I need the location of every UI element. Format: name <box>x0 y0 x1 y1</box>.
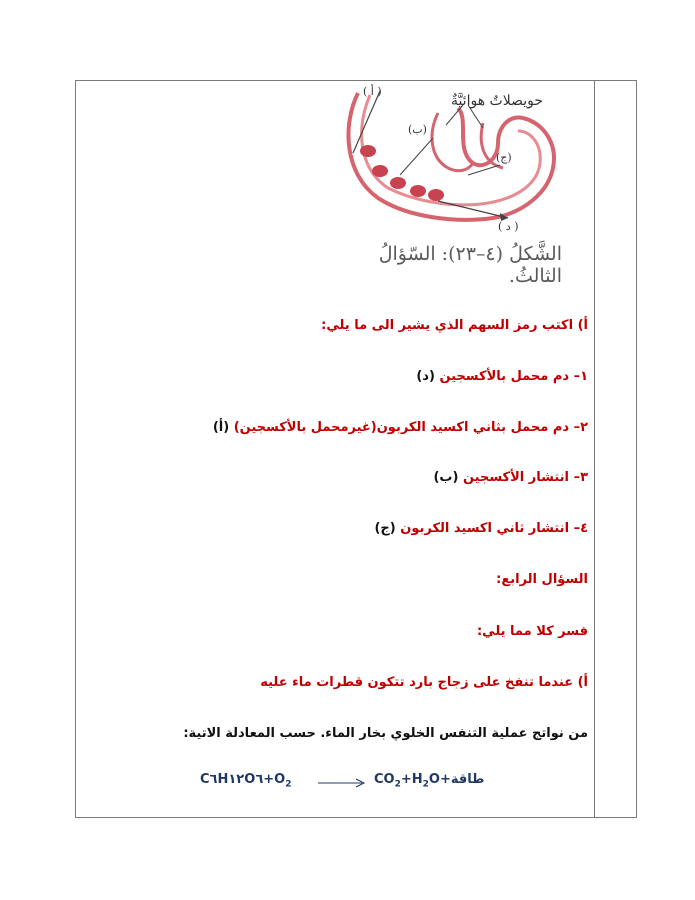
figure-label-d: ( د ) <box>498 220 519 233</box>
item-answer: (أ) <box>212 420 230 435</box>
item-text: دم محمل بالأكسجين <box>439 369 570 384</box>
capillary-inner <box>362 95 541 205</box>
item-answer: (ج) <box>374 521 396 536</box>
arrow-b <box>400 138 433 175</box>
item-answer: (ب) <box>433 470 459 485</box>
figure-caption: الشَّكلُ (٤–٢٣): السّؤالُ الثالثُ. <box>378 243 562 287</box>
alveoli-diagram <box>318 83 588 233</box>
question-4-answer: من نواتج عملية التنفس الخلوي بخار الماء. حسب المعادلة الاتية: <box>183 726 588 741</box>
figure-label-a: ( أ ) <box>363 85 382 98</box>
item-text: انتشار ثاني اكسيد الكربون <box>400 521 570 536</box>
list-item <box>416 369 588 384</box>
equation-products: $CO_2+H_2O+طاقة$ <box>374 772 485 790</box>
item-number: ٤– <box>573 521 588 536</box>
question-a-prompt: أ) اكتب رمز السهم الذي يشير الى ما يلي: <box>321 318 588 333</box>
question-4-instruction: فسر كلا مما يلي: <box>476 624 588 639</box>
blood-cell <box>390 177 406 189</box>
table-column-divider <box>594 80 595 818</box>
item-text: انتشار الأكسجين <box>462 470 570 485</box>
item-text: دم محمل بثاني اكسيد الكربون(غيرمحمل بالأكسجين) <box>233 420 570 435</box>
blood-cell <box>372 165 388 177</box>
item-number: ٣– <box>573 470 588 485</box>
question-4-item-a: أ) عندما تنفخ على زجاج بارد تتكون قطرات ماء عليه <box>260 675 588 690</box>
blood-cell <box>410 185 426 197</box>
item-number: ٢– <box>573 420 588 435</box>
figure-label-b: (ب) <box>408 123 427 136</box>
capillary-outline <box>348 93 553 220</box>
item-answer: (د) <box>416 369 435 384</box>
chemical-equation <box>200 772 500 794</box>
reaction-arrow-icon <box>318 778 366 788</box>
question-4-title: السؤال الرابع: <box>496 572 588 587</box>
list-item <box>374 521 588 536</box>
list-item <box>433 470 588 485</box>
alveoli-sac <box>432 113 503 171</box>
figure-label-j: (ج) <box>496 151 512 164</box>
figure-label-alveoli: حويصلاتٌ هوائيَّةٌ <box>450 93 543 109</box>
blood-cell <box>428 189 444 201</box>
item-number: ١– <box>573 369 588 384</box>
list-item <box>213 420 588 435</box>
equation-reactants: $C٦H١٢O٦+O_2$ <box>200 772 292 790</box>
blood-cell <box>360 145 376 157</box>
